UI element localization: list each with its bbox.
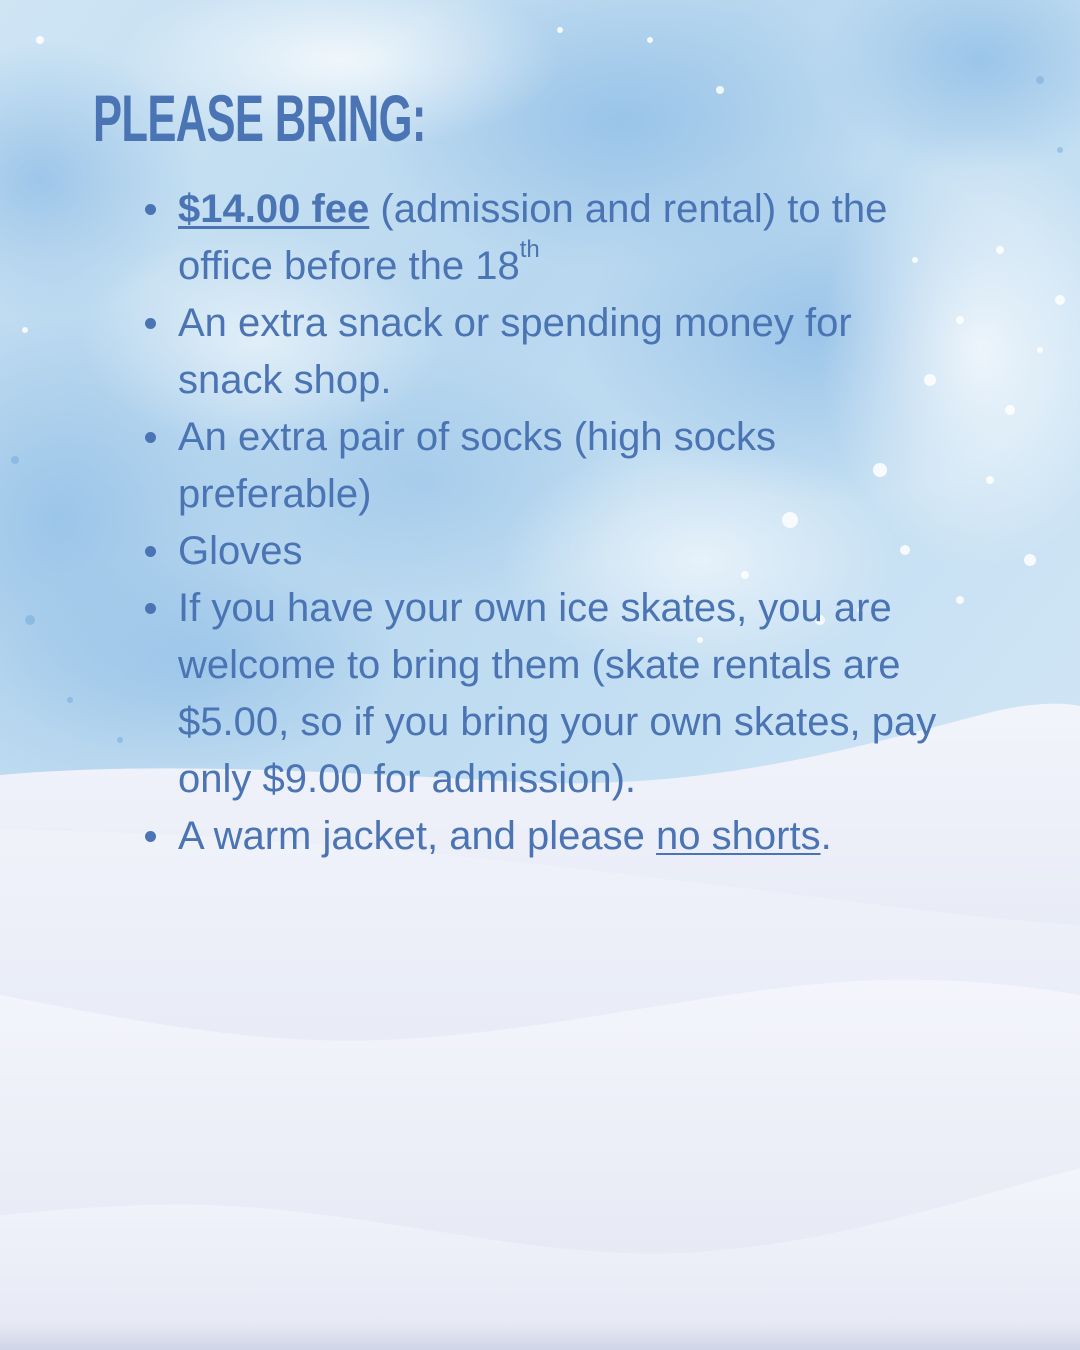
socks-text: An extra pair of socks (high socks preferable) bbox=[178, 415, 777, 516]
bullet-icon bbox=[145, 831, 156, 842]
list-item-gloves bbox=[178, 523, 938, 580]
jacket-end: . bbox=[820, 814, 832, 858]
bring-list bbox=[178, 181, 938, 865]
no-shorts-text: no shorts bbox=[656, 814, 821, 858]
bullet-icon bbox=[145, 318, 156, 329]
please-bring-heading: PLEASE BRING: bbox=[93, 81, 426, 155]
list-item-fee bbox=[178, 181, 938, 295]
list-item-snack bbox=[178, 295, 938, 409]
list-item-skates bbox=[178, 580, 938, 808]
jacket-text: A warm jacket, and please bbox=[178, 814, 657, 858]
list-item-socks bbox=[178, 409, 938, 523]
fee-description: (admission and rental) to the office before the 18 bbox=[178, 187, 888, 288]
bullet-icon bbox=[145, 204, 156, 215]
bullet-icon bbox=[145, 603, 156, 614]
snack-text: An extra snack or spending money for snack shop. bbox=[178, 301, 852, 402]
bullet-icon bbox=[145, 432, 156, 443]
bullet-icon bbox=[145, 546, 156, 557]
gloves-text: Gloves bbox=[178, 529, 303, 573]
fee-amount: $14.00 fee bbox=[178, 187, 370, 231]
skates-text: If you have your own ice skates, you are welcome to bring them (skate rentals are $5.00, so if you bring your own skates, pay only $9.00 for admission). bbox=[178, 586, 937, 801]
list-item-jacket bbox=[178, 808, 938, 865]
date-suffix: th bbox=[519, 236, 540, 263]
